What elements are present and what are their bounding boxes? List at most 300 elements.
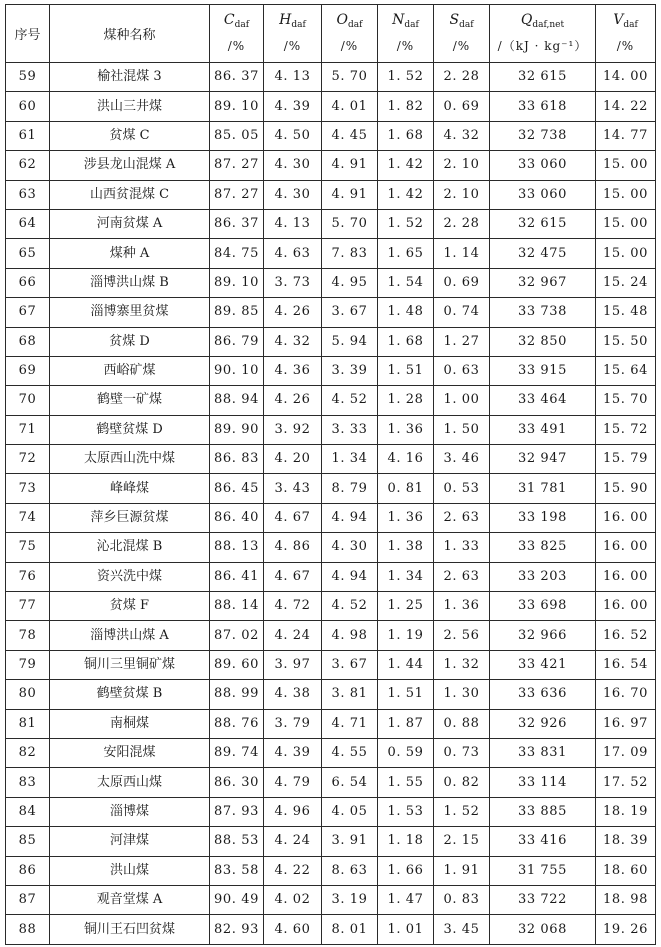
cell-name: 河津煤 (50, 827, 210, 856)
cell-idx: 80 (6, 680, 50, 709)
cell-N: 1. 42 (378, 151, 434, 180)
cell-idx: 83 (6, 768, 50, 797)
cell-name: 贫煤 F (50, 592, 210, 621)
cell-H: 4. 63 (264, 239, 322, 268)
header-Q-subscript: daf,net (532, 20, 565, 30)
table-row (6, 856, 656, 885)
cell-O: 4. 52 (322, 386, 378, 415)
cell-idx: 77 (6, 592, 50, 621)
cell-name: 西峪矿煤 (50, 356, 210, 385)
table-row (6, 180, 656, 209)
cell-H: 4. 26 (264, 386, 322, 415)
cell-O: 4. 45 (322, 121, 378, 150)
cell-O: 7. 83 (322, 239, 378, 268)
cell-H: 3. 43 (264, 474, 322, 503)
cell-C: 88. 99 (210, 680, 264, 709)
cell-H: 4. 13 (264, 63, 322, 92)
cell-N: 1. 52 (378, 209, 434, 238)
cell-S: 0. 74 (434, 298, 490, 327)
cell-S: 4. 32 (434, 121, 490, 150)
table-row (6, 474, 656, 503)
cell-O: 4. 94 (322, 562, 378, 591)
cell-N: 1. 52 (378, 63, 434, 92)
cell-V: 18. 39 (596, 827, 656, 856)
table-row (6, 327, 656, 356)
cell-N: 1. 44 (378, 650, 434, 679)
coal-properties-table (5, 4, 656, 945)
cell-Q: 33 738 (490, 298, 596, 327)
cell-idx: 78 (6, 621, 50, 650)
cell-idx: 88 (6, 915, 50, 944)
cell-V: 15. 00 (596, 209, 656, 238)
cell-V: 16. 70 (596, 680, 656, 709)
cell-S: 1. 33 (434, 533, 490, 562)
table-row (6, 415, 656, 444)
cell-idx: 81 (6, 709, 50, 738)
cell-Q: 33 885 (490, 797, 596, 826)
cell-C: 86. 30 (210, 768, 264, 797)
cell-C: 88. 76 (210, 709, 264, 738)
cell-S: 2. 28 (434, 209, 490, 238)
cell-N: 1. 18 (378, 827, 434, 856)
cell-O: 3. 67 (322, 650, 378, 679)
cell-C: 86. 79 (210, 327, 264, 356)
table-row (6, 827, 656, 856)
cell-H: 3. 92 (264, 415, 322, 444)
cell-O: 8. 79 (322, 474, 378, 503)
header-V (596, 5, 656, 63)
table-row (6, 268, 656, 297)
coal-properties-table-wrapper (5, 4, 656, 945)
cell-Q: 33 114 (490, 768, 596, 797)
cell-C: 89. 10 (210, 268, 264, 297)
cell-idx: 70 (6, 386, 50, 415)
cell-V: 14. 00 (596, 63, 656, 92)
table-row (6, 738, 656, 767)
cell-idx: 65 (6, 239, 50, 268)
cell-V: 15. 24 (596, 268, 656, 297)
header-Q-unit: /（kJ · kg⁻¹） (497, 39, 588, 53)
cell-Q: 33 060 (490, 180, 596, 209)
cell-C: 86. 41 (210, 562, 264, 591)
cell-C: 84. 75 (210, 239, 264, 268)
cell-C: 87. 27 (210, 180, 264, 209)
cell-name: 洪山三井煤 (50, 92, 210, 121)
cell-Q: 33 831 (490, 738, 596, 767)
cell-idx: 79 (6, 650, 50, 679)
cell-H: 3. 73 (264, 268, 322, 297)
cell-O: 4. 91 (322, 151, 378, 180)
cell-Q: 32 966 (490, 621, 596, 650)
cell-V: 15. 79 (596, 445, 656, 474)
header-V-symbol: V (613, 12, 624, 28)
cell-N: 1. 66 (378, 856, 434, 885)
cell-H: 4. 86 (264, 533, 322, 562)
cell-C: 87. 27 (210, 151, 264, 180)
cell-N: 1. 55 (378, 768, 434, 797)
cell-S: 2. 63 (434, 503, 490, 532)
table-row (6, 650, 656, 679)
cell-C: 86. 83 (210, 445, 264, 474)
cell-V: 16. 54 (596, 650, 656, 679)
header-S-subscript: daf (459, 20, 474, 30)
header-V-unit: /% (616, 39, 635, 53)
cell-H: 4. 67 (264, 562, 322, 591)
cell-H: 4. 39 (264, 92, 322, 121)
cell-H: 4. 32 (264, 327, 322, 356)
cell-O: 5. 70 (322, 209, 378, 238)
cell-Q: 32 738 (490, 121, 596, 150)
cell-O: 4. 95 (322, 268, 378, 297)
cell-idx: 68 (6, 327, 50, 356)
cell-idx: 64 (6, 209, 50, 238)
header-N-symbol: N (392, 12, 405, 28)
cell-V: 15. 00 (596, 239, 656, 268)
cell-O: 4. 52 (322, 592, 378, 621)
cell-N: 1. 42 (378, 180, 434, 209)
cell-name: 淄博煤 (50, 797, 210, 826)
cell-name: 安阳混煤 (50, 738, 210, 767)
cell-C: 87. 02 (210, 621, 264, 650)
table-row (6, 885, 656, 914)
cell-N: 4. 16 (378, 445, 434, 474)
cell-S: 2. 28 (434, 63, 490, 92)
cell-idx: 60 (6, 92, 50, 121)
cell-name: 河南贫煤 A (50, 209, 210, 238)
header-N-unit: /% (396, 39, 415, 53)
cell-C: 85. 05 (210, 121, 264, 150)
cell-S: 2. 56 (434, 621, 490, 650)
header-Q-symbol-line (490, 10, 595, 36)
cell-name: 榆社混煤 3 (50, 63, 210, 92)
cell-V: 15. 64 (596, 356, 656, 385)
cell-Q: 33 698 (490, 592, 596, 621)
cell-H: 4. 26 (264, 298, 322, 327)
cell-V: 18. 19 (596, 797, 656, 826)
cell-N: 1. 01 (378, 915, 434, 944)
cell-V: 18. 60 (596, 856, 656, 885)
header-H-symbol: H (279, 12, 292, 28)
cell-idx: 72 (6, 445, 50, 474)
cell-H: 4. 22 (264, 856, 322, 885)
cell-C: 83. 58 (210, 856, 264, 885)
cell-O: 8. 01 (322, 915, 378, 944)
cell-N: 1. 82 (378, 92, 434, 121)
cell-idx: 85 (6, 827, 50, 856)
cell-Q: 32 967 (490, 268, 596, 297)
cell-O: 3. 81 (322, 680, 378, 709)
table-row (6, 151, 656, 180)
cell-V: 16. 00 (596, 533, 656, 562)
cell-idx: 66 (6, 268, 50, 297)
cell-C: 89. 10 (210, 92, 264, 121)
cell-Q: 32 615 (490, 209, 596, 238)
cell-O: 4. 55 (322, 738, 378, 767)
cell-Q: 33 825 (490, 533, 596, 562)
cell-N: 1. 68 (378, 327, 434, 356)
cell-idx: 69 (6, 356, 50, 385)
cell-S: 0. 63 (434, 356, 490, 385)
cell-V: 14. 22 (596, 92, 656, 121)
cell-name: 鹤壁一矿煤 (50, 386, 210, 415)
cell-C: 82. 93 (210, 915, 264, 944)
cell-O: 3. 91 (322, 827, 378, 856)
cell-N: 1. 48 (378, 298, 434, 327)
cell-H: 4. 38 (264, 680, 322, 709)
cell-S: 0. 82 (434, 768, 490, 797)
cell-S: 2. 15 (434, 827, 490, 856)
cell-Q: 33 464 (490, 386, 596, 415)
cell-S: 3. 46 (434, 445, 490, 474)
cell-S: 2. 10 (434, 180, 490, 209)
cell-name: 贫煤 D (50, 327, 210, 356)
cell-name: 鹤壁贫煤 D (50, 415, 210, 444)
cell-N: 1. 68 (378, 121, 434, 150)
cell-O: 3. 67 (322, 298, 378, 327)
header-V-subscript: daf (623, 20, 638, 30)
cell-S: 1. 32 (434, 650, 490, 679)
cell-N: 0. 59 (378, 738, 434, 767)
cell-N: 1. 28 (378, 386, 434, 415)
cell-Q: 32 926 (490, 709, 596, 738)
cell-idx: 76 (6, 562, 50, 591)
cell-H: 4. 13 (264, 209, 322, 238)
table-row (6, 592, 656, 621)
table-row (6, 533, 656, 562)
cell-S: 1. 27 (434, 327, 490, 356)
cell-N: 1. 36 (378, 503, 434, 532)
cell-idx: 73 (6, 474, 50, 503)
cell-name: 铜川王石凹贫煤 (50, 915, 210, 944)
cell-O: 8. 63 (322, 856, 378, 885)
header-H-subscript: daf (291, 20, 306, 30)
cell-V: 16. 00 (596, 592, 656, 621)
cell-V: 15. 72 (596, 415, 656, 444)
header-C-symbol: C (223, 12, 235, 28)
cell-S: 0. 83 (434, 885, 490, 914)
cell-O: 1. 34 (322, 445, 378, 474)
cell-N: 1. 38 (378, 533, 434, 562)
cell-N: 1. 54 (378, 268, 434, 297)
cell-C: 87. 93 (210, 797, 264, 826)
cell-Q: 33 203 (490, 562, 596, 591)
header-H-symbol-line (264, 10, 321, 36)
cell-S: 0. 69 (434, 268, 490, 297)
cell-S: 1. 91 (434, 856, 490, 885)
table-row (6, 121, 656, 150)
cell-H: 4. 30 (264, 151, 322, 180)
cell-name: 洪山煤 (50, 856, 210, 885)
cell-V: 15. 90 (596, 474, 656, 503)
cell-V: 14. 77 (596, 121, 656, 150)
cell-C: 86. 45 (210, 474, 264, 503)
cell-name: 太原西山煤 (50, 768, 210, 797)
cell-name: 山西贫混煤 C (50, 180, 210, 209)
header-V-symbol-line (596, 10, 655, 36)
cell-O: 4. 71 (322, 709, 378, 738)
cell-S: 1. 00 (434, 386, 490, 415)
cell-Q: 33 416 (490, 827, 596, 856)
cell-H: 4. 50 (264, 121, 322, 150)
cell-S: 1. 14 (434, 239, 490, 268)
cell-idx: 63 (6, 180, 50, 209)
header-O-symbol-line (322, 10, 377, 36)
cell-N: 1. 53 (378, 797, 434, 826)
cell-idx: 59 (6, 63, 50, 92)
cell-N: 1. 34 (378, 562, 434, 591)
cell-Q: 32 475 (490, 239, 596, 268)
cell-H: 4. 96 (264, 797, 322, 826)
table-row (6, 209, 656, 238)
header-C-unit: /% (227, 39, 246, 53)
cell-name: 萍乡巨源贫煤 (50, 503, 210, 532)
cell-Q: 33 421 (490, 650, 596, 679)
cell-Q: 33 915 (490, 356, 596, 385)
cell-O: 3. 19 (322, 885, 378, 914)
cell-O: 3. 33 (322, 415, 378, 444)
table-row (6, 445, 656, 474)
cell-Q: 32 947 (490, 445, 596, 474)
header-S-symbol: S (449, 12, 460, 28)
cell-C: 88. 14 (210, 592, 264, 621)
cell-V: 17. 09 (596, 738, 656, 767)
cell-V: 15. 50 (596, 327, 656, 356)
cell-S: 3. 45 (434, 915, 490, 944)
cell-V: 16. 52 (596, 621, 656, 650)
cell-C: 89. 85 (210, 298, 264, 327)
cell-Q: 33 618 (490, 92, 596, 121)
header-row (6, 5, 656, 63)
cell-H: 4. 30 (264, 180, 322, 209)
table-row (6, 621, 656, 650)
cell-name: 淄博洪山煤 A (50, 621, 210, 650)
cell-idx: 87 (6, 885, 50, 914)
header-idx: 序号 (6, 5, 50, 63)
cell-V: 16. 00 (596, 503, 656, 532)
cell-idx: 75 (6, 533, 50, 562)
cell-idx: 71 (6, 415, 50, 444)
cell-name: 沁北混煤 B (50, 533, 210, 562)
cell-S: 2. 10 (434, 151, 490, 180)
cell-Q: 32 850 (490, 327, 596, 356)
cell-O: 5. 94 (322, 327, 378, 356)
cell-S: 1. 52 (434, 797, 490, 826)
cell-H: 4. 24 (264, 621, 322, 650)
cell-N: 0. 81 (378, 474, 434, 503)
cell-O: 4. 91 (322, 180, 378, 209)
cell-N: 1. 51 (378, 356, 434, 385)
cell-V: 19. 26 (596, 915, 656, 944)
table-header (6, 5, 656, 63)
cell-idx: 86 (6, 856, 50, 885)
cell-C: 86. 37 (210, 63, 264, 92)
cell-H: 4. 39 (264, 738, 322, 767)
cell-name: 涉县龙山混煤 A (50, 151, 210, 180)
table-row (6, 709, 656, 738)
cell-O: 4. 94 (322, 503, 378, 532)
cell-Q: 32 068 (490, 915, 596, 944)
header-S-unit: /% (452, 39, 471, 53)
cell-name: 鹤壁贫煤 B (50, 680, 210, 709)
cell-C: 88. 53 (210, 827, 264, 856)
header-N-subscript: daf (404, 20, 419, 30)
cell-name: 淄博洪山煤 B (50, 268, 210, 297)
header-N (378, 5, 434, 63)
cell-O: 4. 30 (322, 533, 378, 562)
cell-V: 16. 97 (596, 709, 656, 738)
cell-C: 88. 13 (210, 533, 264, 562)
cell-N: 1. 36 (378, 415, 434, 444)
table-row (6, 915, 656, 944)
cell-S: 0. 73 (434, 738, 490, 767)
cell-S: 1. 36 (434, 592, 490, 621)
cell-H: 3. 97 (264, 650, 322, 679)
cell-N: 1. 19 (378, 621, 434, 650)
table-row (6, 386, 656, 415)
cell-S: 2. 63 (434, 562, 490, 591)
cell-V: 16. 00 (596, 562, 656, 591)
header-H-unit: /% (283, 39, 302, 53)
cell-N: 1. 47 (378, 885, 434, 914)
cell-C: 86. 40 (210, 503, 264, 532)
cell-name: 观音堂煤 A (50, 885, 210, 914)
cell-name: 峰峰煤 (50, 474, 210, 503)
cell-N: 1. 51 (378, 680, 434, 709)
cell-N: 1. 25 (378, 592, 434, 621)
cell-V: 17. 52 (596, 768, 656, 797)
cell-O: 6. 54 (322, 768, 378, 797)
cell-idx: 74 (6, 503, 50, 532)
cell-Q: 33 060 (490, 151, 596, 180)
cell-idx: 62 (6, 151, 50, 180)
cell-Q: 32 615 (490, 63, 596, 92)
table-row (6, 356, 656, 385)
header-O-unit: /% (340, 39, 359, 53)
cell-N: 1. 87 (378, 709, 434, 738)
cell-H: 4. 60 (264, 915, 322, 944)
cell-V: 15. 48 (596, 298, 656, 327)
table-row (6, 768, 656, 797)
header-O (322, 5, 378, 63)
cell-V: 18. 98 (596, 885, 656, 914)
cell-O: 3. 39 (322, 356, 378, 385)
cell-O: 4. 98 (322, 621, 378, 650)
table-row (6, 797, 656, 826)
cell-Q: 33 722 (490, 885, 596, 914)
cell-C: 89. 74 (210, 738, 264, 767)
cell-C: 90. 49 (210, 885, 264, 914)
cell-name: 太原西山洗中煤 (50, 445, 210, 474)
cell-S: 0. 69 (434, 92, 490, 121)
cell-H: 4. 24 (264, 827, 322, 856)
cell-C: 89. 90 (210, 415, 264, 444)
header-S (434, 5, 490, 63)
cell-S: 1. 50 (434, 415, 490, 444)
cell-H: 4. 20 (264, 445, 322, 474)
header-O-symbol: O (336, 12, 348, 28)
header-O-subscript: daf (348, 20, 363, 30)
table-row (6, 562, 656, 591)
cell-idx: 82 (6, 738, 50, 767)
cell-Q: 33 198 (490, 503, 596, 532)
cell-H: 4. 36 (264, 356, 322, 385)
cell-Q: 33 636 (490, 680, 596, 709)
header-Q-symbol: Q (520, 12, 533, 28)
table-row (6, 503, 656, 532)
header-C-subscript: daf (234, 20, 250, 30)
header-C-symbol-line (210, 10, 263, 36)
cell-V: 15. 00 (596, 151, 656, 180)
